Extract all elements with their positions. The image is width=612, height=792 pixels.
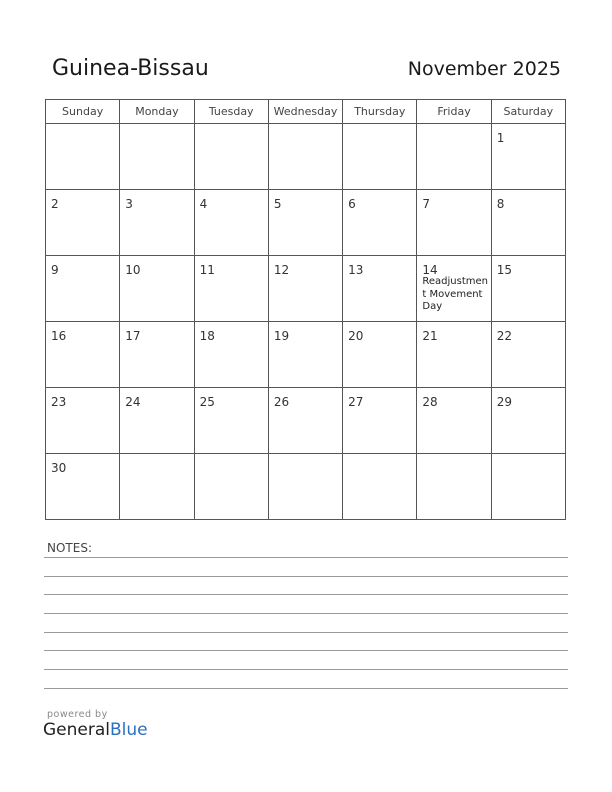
day-cell[interactable] bbox=[491, 322, 565, 388]
day-number: 15 bbox=[496, 263, 512, 277]
day-cell[interactable] bbox=[491, 190, 565, 256]
day-number: 18 bbox=[199, 329, 215, 343]
day-number bbox=[120, 124, 193, 132]
week-row bbox=[46, 322, 566, 388]
day-number: 11 bbox=[199, 263, 215, 277]
day-cell[interactable] bbox=[491, 454, 565, 520]
day-number: 22 bbox=[496, 329, 512, 343]
calendar-month-title: November 2025 bbox=[407, 58, 561, 80]
day-number bbox=[343, 454, 416, 462]
day-cell[interactable] bbox=[417, 454, 491, 520]
day-number bbox=[195, 454, 268, 462]
day-cell[interactable] bbox=[417, 190, 491, 256]
day-number bbox=[269, 454, 342, 462]
brand-name-part1: General bbox=[43, 720, 110, 740]
day-number: 9 bbox=[51, 263, 59, 277]
day-cell[interactable] bbox=[268, 124, 342, 190]
day-cell[interactable] bbox=[417, 388, 491, 454]
day-number: 5 bbox=[273, 197, 282, 211]
day-cell[interactable] bbox=[194, 454, 268, 520]
weekday-header: Friday bbox=[417, 100, 491, 124]
day-cell[interactable] bbox=[46, 454, 120, 520]
note-line bbox=[44, 613, 568, 614]
week-row bbox=[46, 454, 566, 520]
day-number: 7 bbox=[422, 197, 431, 211]
day-number: 30 bbox=[51, 461, 67, 475]
day-cell[interactable] bbox=[268, 454, 342, 520]
day-cell[interactable] bbox=[343, 322, 417, 388]
day-cell[interactable] bbox=[194, 190, 268, 256]
powered-by-text: powered by bbox=[47, 709, 108, 720]
day-number: 20 bbox=[348, 329, 364, 343]
day-number: 2 bbox=[51, 197, 59, 211]
note-line bbox=[44, 594, 568, 595]
day-cell[interactable] bbox=[120, 388, 194, 454]
day-number: 10 bbox=[125, 263, 141, 277]
weekday-header: Saturday bbox=[491, 100, 565, 124]
calendar-country-title: Guinea-Bissau bbox=[52, 56, 209, 81]
week-row bbox=[46, 388, 566, 454]
day-cell[interactable] bbox=[46, 124, 120, 190]
day-number: 26 bbox=[273, 395, 290, 409]
day-number bbox=[46, 124, 119, 132]
day-number: 13 bbox=[348, 263, 364, 277]
day-number: 1 bbox=[496, 131, 505, 145]
calendar-grid bbox=[45, 99, 566, 520]
day-cell[interactable] bbox=[46, 256, 120, 322]
day-cell[interactable] bbox=[343, 190, 417, 256]
day-cell[interactable] bbox=[417, 256, 491, 322]
note-line bbox=[44, 632, 568, 633]
note-line bbox=[44, 557, 568, 558]
day-cell[interactable] bbox=[194, 256, 268, 322]
brand-logo[interactable] bbox=[43, 720, 148, 740]
day-cell[interactable] bbox=[46, 322, 120, 388]
day-number: 24 bbox=[125, 395, 141, 409]
note-line bbox=[44, 669, 568, 670]
day-number bbox=[120, 454, 193, 462]
day-cell[interactable] bbox=[120, 322, 194, 388]
day-cell[interactable] bbox=[194, 322, 268, 388]
day-cell[interactable] bbox=[120, 256, 194, 322]
day-number: 27 bbox=[348, 395, 364, 409]
weekday-header: Sunday bbox=[46, 100, 120, 124]
day-number: 28 bbox=[422, 395, 438, 409]
day-number bbox=[417, 454, 490, 462]
day-number: 21 bbox=[422, 329, 438, 343]
day-cell[interactable] bbox=[491, 256, 565, 322]
day-number: 4 bbox=[199, 197, 208, 211]
day-number: 17 bbox=[125, 329, 141, 343]
day-cell[interactable] bbox=[268, 190, 342, 256]
day-cell[interactable] bbox=[268, 256, 342, 322]
day-number: 19 bbox=[273, 329, 290, 343]
day-cell[interactable] bbox=[343, 256, 417, 322]
brand-name-part2: Blue bbox=[110, 720, 148, 740]
note-line bbox=[44, 650, 568, 651]
week-row bbox=[46, 256, 566, 322]
day-cell[interactable] bbox=[343, 388, 417, 454]
day-number: 14 bbox=[422, 263, 438, 277]
day-cell[interactable] bbox=[46, 388, 120, 454]
note-line bbox=[44, 576, 568, 577]
day-cell[interactable] bbox=[417, 124, 491, 190]
day-cell[interactable] bbox=[417, 322, 491, 388]
day-number bbox=[195, 124, 268, 132]
weekday-header: Monday bbox=[120, 100, 194, 124]
day-number bbox=[417, 124, 490, 132]
note-line bbox=[44, 688, 568, 689]
day-cell[interactable] bbox=[268, 322, 342, 388]
day-cell[interactable] bbox=[268, 388, 342, 454]
day-number bbox=[343, 124, 416, 132]
day-cell[interactable] bbox=[343, 124, 417, 190]
day-cell[interactable] bbox=[194, 124, 268, 190]
week-row bbox=[46, 124, 566, 190]
day-number bbox=[269, 124, 342, 132]
notes-label: NOTES: bbox=[47, 541, 92, 555]
day-number: 29 bbox=[496, 395, 512, 409]
weekday-header-row bbox=[46, 100, 566, 124]
day-number: 8 bbox=[496, 197, 505, 211]
day-cell[interactable] bbox=[120, 454, 194, 520]
day-number: 3 bbox=[125, 197, 133, 211]
day-cell[interactable] bbox=[491, 124, 565, 190]
holiday-event: Readjustment Movement Day bbox=[422, 276, 489, 312]
day-number: 23 bbox=[51, 395, 67, 409]
day-cell[interactable] bbox=[46, 190, 120, 256]
day-cell[interactable] bbox=[343, 454, 417, 520]
day-number: 16 bbox=[51, 329, 67, 343]
day-number: 6 bbox=[348, 197, 356, 211]
weekday-header: Wednesday bbox=[268, 100, 342, 124]
weekday-header: Tuesday bbox=[194, 100, 268, 124]
day-cell[interactable] bbox=[194, 388, 268, 454]
weekday-header: Thursday bbox=[343, 100, 417, 124]
day-number bbox=[492, 454, 565, 462]
day-cell[interactable] bbox=[491, 388, 565, 454]
day-number: 12 bbox=[273, 263, 290, 277]
day-cell[interactable] bbox=[120, 190, 194, 256]
day-cell[interactable] bbox=[120, 124, 194, 190]
day-number: 25 bbox=[199, 395, 215, 409]
week-row bbox=[46, 190, 566, 256]
